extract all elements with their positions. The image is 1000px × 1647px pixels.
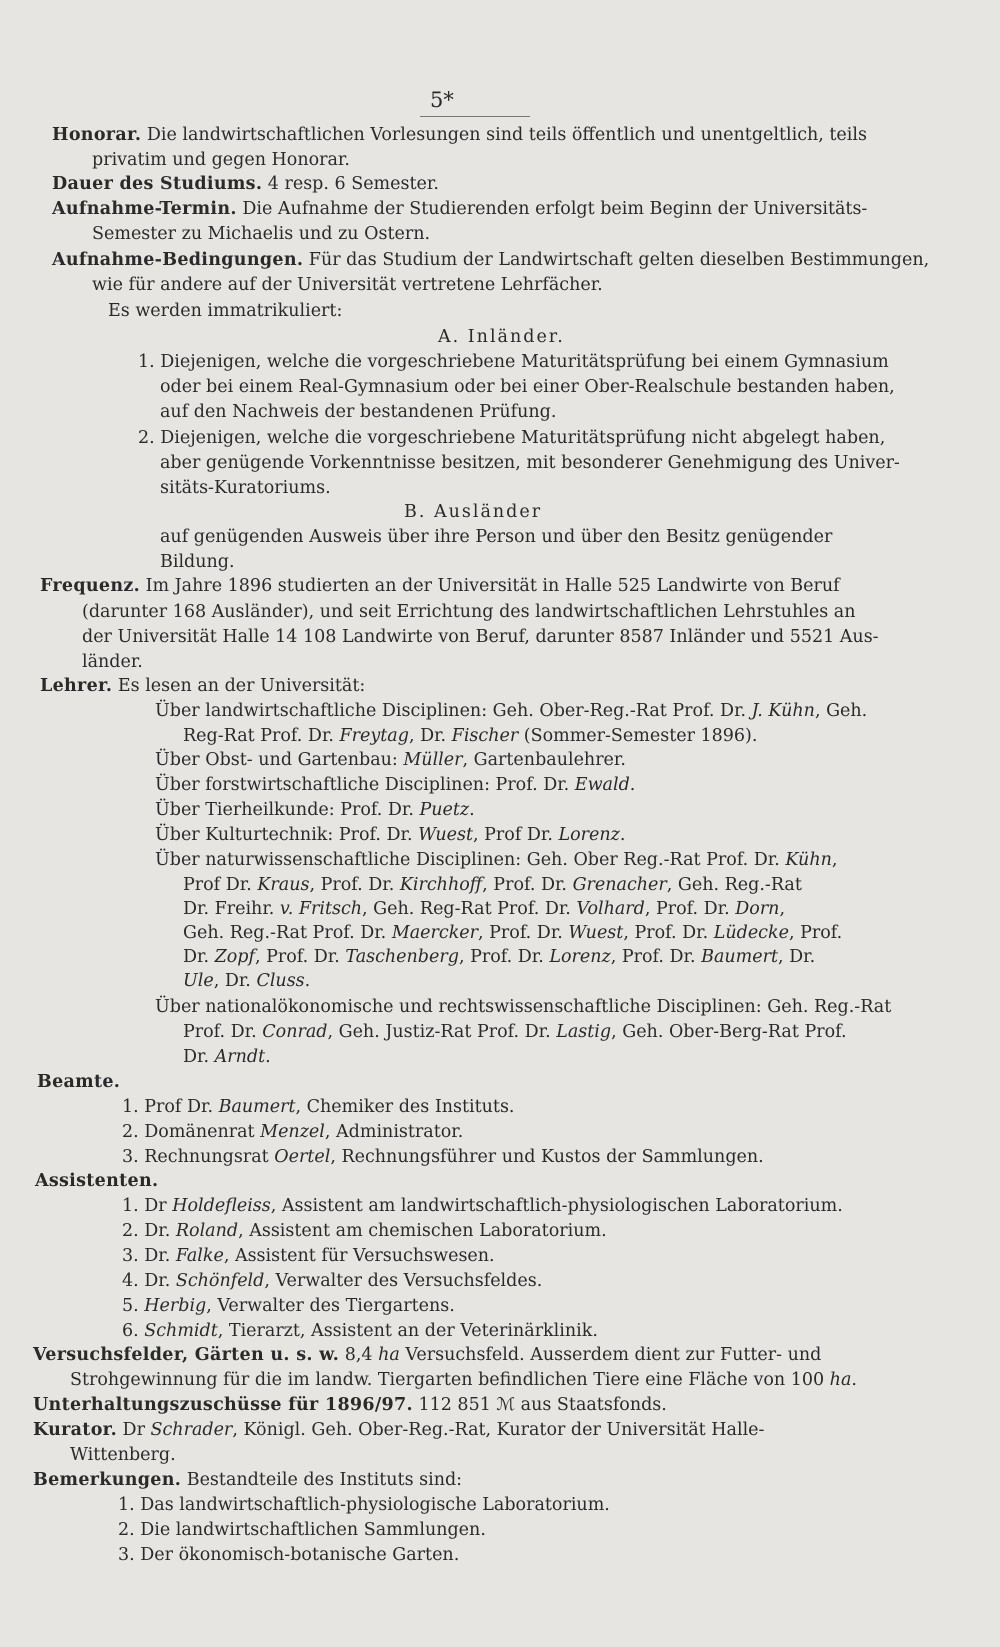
text-line (70, 1443, 176, 1467)
text-line (160, 550, 235, 574)
text-line (183, 873, 802, 897)
section-heading: Aufnahme-Termin. (52, 199, 237, 219)
text-run: , Prof Dr. (473, 825, 559, 845)
text-run: Über Kulturtechnik: Prof. Dr. (155, 825, 419, 845)
text-run: Über nationalökonomische und rechtswissenschaftliche Disciplinen: Geh. Reg.-Rat (155, 997, 892, 1017)
text-line (155, 823, 625, 847)
person-name: Freytag (339, 726, 409, 746)
person-name: Schrader (150, 1420, 233, 1440)
text-run: . (629, 775, 636, 795)
text-line (122, 1269, 542, 1293)
text-line (40, 574, 840, 598)
text-run: , Chemiker des Instituts. (295, 1097, 515, 1117)
text-run: , Tierarzt, Assistent an der Veterinärklinik. (217, 1321, 598, 1341)
text-run: , Prof. Dr. (254, 947, 346, 967)
text-run: 1. Diejenigen, welche die vorgeschriebene Maturitätsprüfung bei einem Gymnasium (138, 352, 889, 372)
text-line (160, 451, 900, 475)
text-run: 5. (122, 1296, 145, 1316)
text-line (155, 699, 867, 723)
person-name: v. Fritsch (279, 899, 363, 919)
person-name: Müller (403, 750, 463, 770)
text-line (122, 1145, 764, 1169)
text-line (122, 1095, 515, 1119)
text-run: 4 resp. 6 Semester. (262, 174, 439, 194)
text-line (118, 1543, 459, 1567)
text-run: 2. Die landwirtschaftlichen Sammlungen. (118, 1520, 486, 1540)
text-run: , Prof. Dr. (309, 875, 400, 895)
text-run: oder bei einem Real-Gymnasium oder bei einer Ober-Realschule bestanden haben, (160, 377, 895, 397)
person-name: Lüdecke (713, 923, 789, 943)
person-name: Wuest (568, 923, 624, 943)
text-line (160, 400, 556, 424)
text-run: Über landwirtschaftliche Disciplinen: Geh. Ober-Reg.-Rat Prof. Dr. (155, 701, 752, 721)
text-run: aber genügende Vorkenntnisse besitzen, mit besonderer Genehmigung des Univer- (160, 453, 900, 473)
text-run: , Prof. (788, 923, 843, 943)
text-run: Dr. (183, 1047, 215, 1067)
text-run: länder. (82, 652, 143, 672)
text-run: 2. Domänenrat (122, 1122, 261, 1142)
text-run: der Universität Halle 14 108 Landwirte von Beruf, darunter 8587 Inländer und 5521 Aus- (82, 627, 879, 647)
text-line (37, 1070, 120, 1094)
person-name: ha (378, 1345, 400, 1365)
text-run: , Gartenbaulehrer. (462, 750, 626, 770)
text-run: . (304, 971, 311, 991)
text-line (33, 1393, 667, 1417)
text-run: . (265, 1047, 271, 1067)
text-line (183, 724, 757, 748)
text-line (33, 1343, 821, 1367)
text-run: Prof. Dr. (183, 1022, 263, 1042)
text-run: B. Ausländer (404, 502, 543, 522)
person-name: Conrad (262, 1022, 328, 1042)
text-line (138, 350, 889, 374)
text-line (108, 299, 342, 323)
text-run: , Administrator. (324, 1122, 464, 1142)
text-run: Dr (116, 1420, 151, 1440)
person-name: Lorenz (549, 947, 611, 967)
text-run: Die landwirtschaftlichen Vorlesungen sind teils öffentlich und unentgeltlich, teils (141, 125, 867, 145)
person-name: Grenacher (572, 875, 667, 895)
text-run: , (779, 899, 786, 919)
text-run: , Prof. Dr. (610, 947, 702, 967)
text-line (92, 148, 350, 172)
text-run: , Prof. Dr. (482, 875, 573, 895)
text-line (438, 325, 565, 349)
person-name: Lastig (556, 1022, 612, 1042)
text-line (92, 273, 603, 297)
text-run: , Geh. (814, 701, 868, 721)
text-line (40, 674, 365, 698)
text-run: . (851, 1370, 857, 1390)
text-run: , Assistent am chemischen Laboratorium. (238, 1221, 607, 1241)
text-line (82, 625, 879, 649)
text-line (52, 248, 929, 272)
person-name: Kirchhoff (399, 875, 483, 895)
text-run: . (619, 825, 626, 845)
text-run: , Geh. Reg.-Rat (666, 875, 802, 895)
text-run: A. Inländer. (438, 327, 565, 347)
text-run: 3. Rechnungsrat (122, 1147, 275, 1167)
text-line (155, 848, 837, 872)
text-run: , Prof. Dr. (458, 947, 550, 967)
section-heading: Honorar. (52, 125, 142, 145)
page-number-rule (420, 116, 530, 117)
section-heading: Aufnahme-Bedingungen. (52, 250, 304, 270)
text-line (155, 798, 475, 822)
text-run: Für das Studium der Landwirtschaft gelten dieselben Bestimmungen, (303, 250, 930, 270)
text-run: Dr. Freihr. (183, 899, 280, 919)
text-run: 2. Diejenigen, welche die vorgeschriebene Maturitätsprüfung nicht abgelegt haben, (138, 428, 886, 448)
text-run: , Geh. Reg-Rat Prof. Dr. (362, 899, 577, 919)
text-run: , Dr. (778, 947, 816, 967)
text-run: Dr. (183, 947, 215, 967)
text-run: , Geh. Justiz-Rat Prof. Dr. (327, 1022, 557, 1042)
person-name: Puetz (419, 800, 470, 820)
text-line (33, 1418, 764, 1442)
text-run: 2. Dr. (122, 1221, 176, 1241)
section-heading: Unterhaltungszuschüsse für 1896/97. (33, 1395, 413, 1415)
text-run: 1. Dr (122, 1196, 173, 1216)
text-line (52, 172, 439, 196)
section-heading: Bemerkungen. (33, 1470, 182, 1490)
person-name: Oertel (274, 1147, 331, 1167)
text-line (82, 650, 143, 674)
text-run: , Prof. Dr. (478, 923, 569, 943)
text-run: privatim und gegen Honorar. (92, 150, 350, 170)
person-name: Ule (183, 971, 214, 991)
text-run: Es werden immatrikuliert: (108, 301, 343, 321)
person-name: Schmidt (144, 1321, 218, 1341)
text-run: Geh. Reg.-Rat Prof. Dr. (183, 923, 392, 943)
section-heading: Lehrer. (40, 676, 113, 696)
text-run: , Prof. Dr. (623, 923, 714, 943)
text-run: Wittenberg. (70, 1445, 176, 1465)
text-line (183, 945, 815, 969)
section-heading: Assistenten. (35, 1171, 159, 1191)
text-run: Über Obst- und Gartenbau: (155, 750, 404, 770)
text-line (155, 995, 891, 1019)
person-name: Roland (175, 1221, 239, 1241)
text-line (52, 197, 867, 221)
text-run: , Assistent am landwirtschaftlich-physiologischen Laboratorium. (270, 1196, 843, 1216)
text-line (33, 1468, 462, 1492)
text-line (118, 1493, 610, 1517)
text-line (183, 897, 785, 921)
text-run: , Assistent für Versuchswesen. (223, 1246, 495, 1266)
section-heading: Dauer des Studiums. (52, 174, 263, 194)
person-name: Kühn (785, 850, 832, 870)
text-line (138, 426, 885, 450)
person-name: Taschenberg (345, 947, 459, 967)
person-name: J. Kühn (751, 701, 815, 721)
text-line (82, 600, 855, 624)
text-run: Bildung. (160, 552, 235, 572)
text-run: (Sommer-Semester 1896). (518, 726, 758, 746)
text-run: 6. (122, 1321, 145, 1341)
text-run: , Königl. Geh. Ober-Reg.-Rat, Kurator der Universität Halle- (232, 1420, 765, 1440)
text-run: Über forstwirtschaftliche Disciplinen: Prof. Dr. (155, 775, 575, 795)
text-run: , Prof. Dr. (644, 899, 736, 919)
person-name: Volhard (576, 899, 645, 919)
person-name: Baumert (701, 947, 779, 967)
text-run: Reg-Rat Prof. Dr. (183, 726, 340, 746)
person-name: Arndt (214, 1047, 266, 1067)
section-heading: Beamte. (37, 1072, 121, 1092)
text-run: . (469, 800, 475, 820)
text-run: 3. Dr. (122, 1246, 176, 1266)
text-line (160, 476, 331, 500)
person-name: Cluss (256, 971, 305, 991)
text-run: Prof Dr. (183, 875, 258, 895)
text-line (155, 748, 626, 772)
text-line (160, 525, 832, 549)
person-name: Kraus (257, 875, 310, 895)
person-name: Maercker (391, 923, 479, 943)
person-name: Menzel (260, 1122, 325, 1142)
text-line (52, 123, 867, 147)
text-run: 3. Der ökonomisch-botanische Garten. (118, 1545, 460, 1565)
text-run: Versuchsfeld. Ausserdem dient zur Futter- und (399, 1345, 822, 1365)
text-run: , Dr. (213, 971, 257, 991)
section-heading: Versuchsfelder, Gärten u. s. w. (33, 1345, 340, 1365)
person-name: Dorn (735, 899, 780, 919)
text-line (160, 375, 895, 399)
text-run: , Geh. Ober-Berg-Rat Prof. (611, 1022, 847, 1042)
text-run: 1. Das landwirtschaftlich-physiologische Laboratorium. (118, 1495, 610, 1515)
text-line (35, 1169, 158, 1193)
person-name: ha (829, 1370, 852, 1390)
person-name: Holdefleiss (172, 1196, 271, 1216)
text-line (183, 1020, 847, 1044)
text-line (183, 921, 842, 945)
text-run: , Verwalter des Versuchsfeldes. (264, 1271, 543, 1291)
text-line (183, 1045, 271, 1069)
text-run: 4. Dr. (122, 1271, 176, 1291)
section-heading: Frequenz. (40, 576, 141, 596)
text-run: , Rechnungsführer und Kustos der Sammlungen. (330, 1147, 764, 1167)
text-run: Im Jahre 1896 studierten an der Universität in Halle 525 Landwirte von Beruf (140, 576, 840, 596)
text-run: Über Tierheilkunde: Prof. Dr. (155, 800, 420, 820)
person-name: Baumert (218, 1097, 296, 1117)
text-line (122, 1319, 598, 1343)
person-name: Herbig (144, 1296, 207, 1316)
text-line (155, 773, 635, 797)
text-run: 8,4 (339, 1345, 379, 1365)
text-run: Es lesen an der Universität: (112, 676, 366, 696)
text-run: Die Aufnahme der Studierenden erfolgt beim Beginn der Universitäts- (236, 199, 868, 219)
text-line (122, 1244, 495, 1268)
text-run: Über naturwissenschaftliche Disciplinen: Geh. Ober Reg.-Rat Prof. Dr. (155, 850, 786, 870)
person-name: Lorenz (558, 825, 620, 845)
person-name: Falke (175, 1246, 224, 1266)
text-line (122, 1120, 463, 1144)
text-line (122, 1194, 843, 1218)
text-run: auf den Nachweis der bestandenen Prüfung. (160, 402, 557, 422)
text-run: 112 851 ℳ aus Staatsfonds. (412, 1395, 667, 1415)
person-name: Ewald (574, 775, 630, 795)
text-line (92, 222, 430, 246)
person-name: Zopf (214, 947, 255, 967)
text-run: 1. Prof Dr. (122, 1097, 219, 1117)
person-name: Wuest (418, 825, 474, 845)
text-line (183, 969, 310, 993)
text-line (70, 1368, 857, 1392)
text-run: , Verwalter des Tiergartens. (206, 1296, 455, 1316)
text-run: Strohgewinnung für die im landw. Tiergarten befindlichen Tiere eine Fläche von 100 (70, 1370, 830, 1390)
section-heading: Kurator. (33, 1420, 117, 1440)
text-run: sitäts-Kuratoriums. (160, 478, 331, 498)
text-run: , (831, 850, 838, 870)
text-run: , Dr. (408, 726, 452, 746)
text-run: wie für andere auf der Universität vertretene Lehrfächer. (92, 275, 603, 295)
person-name: Fischer (451, 726, 519, 746)
text-run: (darunter 168 Ausländer), und seit Errichtung des landwirtschaftlichen Lehrstuhles an (82, 602, 856, 622)
person-name: Schönfeld (175, 1271, 265, 1291)
text-line (118, 1518, 486, 1542)
text-line (122, 1219, 607, 1243)
text-run: Bestandteile des Instituts sind: (181, 1470, 463, 1490)
text-line (404, 500, 542, 524)
page-number: 5* (430, 88, 454, 112)
text-line (122, 1294, 455, 1318)
text-run: Semester zu Michaelis und zu Ostern. (92, 224, 431, 244)
text-run: auf genügenden Ausweis über ihre Person und über den Besitz genügender (160, 527, 833, 547)
